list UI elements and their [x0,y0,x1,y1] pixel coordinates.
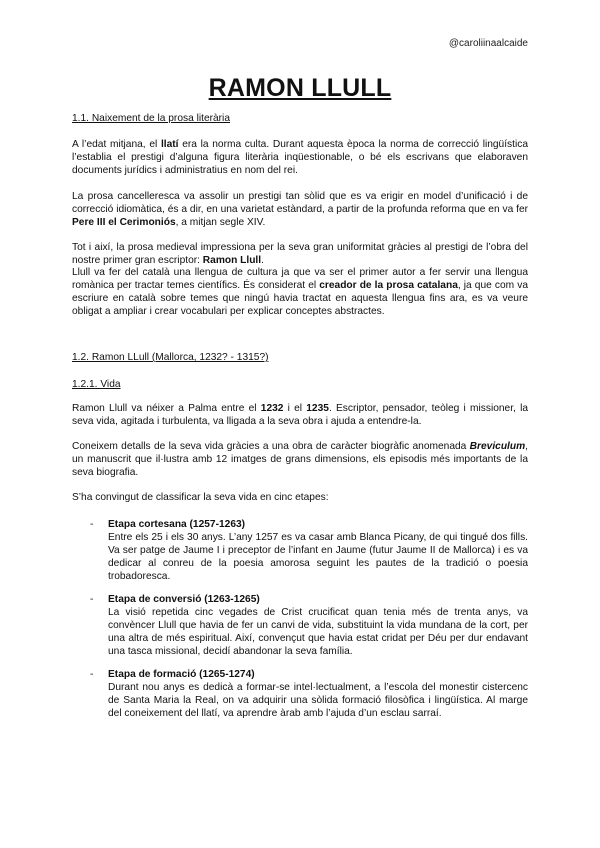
paragraph: Ramon Llull va néixer a Palma entre el 1232 i el 1235. Escriptor, pensador, teòleg i missioner, la seva vida, agitada i turbulenta, va lligada a la seva obra i ajuda a entendre-la. [72,403,528,427]
stage-text: Durant nou anys es dedicà a formar-se intel·lectualment, a l’escola del monestir cistercenc de Santa Maria la Real, on va adquirir una sòlida formació filosòfica i lingüística. Al marge del coneixement del llatí, va aprendre àrab amb l’ajuda d’un esclau sarraí. [108,682,528,719]
list-item [72,593,528,658]
stage-title: Etapa cortesana (1257-1263) [108,519,246,530]
page-title: RAMON LLULL [208,74,392,102]
list-bullet: - [90,669,94,680]
stage-title: Etapa de conversió (1263-1265) [108,594,260,605]
list-bullet: - [90,594,94,605]
stage-text: Entre els 25 i els 30 anys. L’any 1257 es va casar amb Blanca Picany, de qui tingué dos fills. Va ser patge de Jaume I i preceptor de l’infant en Jaume (futur Jaume II de Mallorca) i es va dedicar al conreu de la poesia amorosa seguint les pautes de la tradició o poesia trobadoresca. [108,532,528,582]
paragraph: Coneixem detalls de la seva vida gràcies a una obra de caràcter biogràfic anomenada Breviculum, un manuscrit que il·lustra amb 12 imatges de grans dimensions, els episodis més importants de la seva biografia. [72,441,528,478]
list-item [72,518,528,583]
author-handle: @caroliinaalcaide [448,38,528,49]
paragraph: Tot i així, la prosa medieval impressiona per la seva gran uniformitat gràcies al prestigi de l’obra del nostre primer gran escriptor: Ramon Llull. [72,242,528,266]
stage-title: Etapa de formació (1265-1274) [108,669,255,680]
paragraph: A l’edat mitjana, el llatí era la norma culta. Durant aquesta època la norma de correcció lingüística l’establia el prestigi d’alguna figura literària inqüestionable, o bé els escrivans que elaboraven documents jurídics i administratius en nom del rei. [72,139,529,176]
list-item [72,668,528,720]
list-bullet: - [90,519,94,530]
paragraph: Llull va fer del català una llengua de cultura ja que va ser el primer autor a fer servir una llengua romànica per tractar temes científics. És considerat el creador de la prosa catalana, ja que com va escriure en català sobre temes que ningú havia tractat en aquesta llengua fins ara, es va veure obligat a ampliar i crear vocabulari per explicar conceptes abstractes. [72,267,528,317]
stage-text: La visió repetida cinc vegades de Crist crucificat quan tenia més de trenta anys, va convèncer Llull que havia de fer un canvi de vida, substituint la vida mundana de la cort, per una altra de més espiritual. Així, convençut que havia estat cridat per Déu per dur endavant una tasca missional, decidí abandonar la seva família. [108,607,528,657]
subsection-heading: 1.2.1. Vida [72,379,121,390]
section-heading: 1.1. Naixement de la prosa literària [72,113,230,124]
paragraph: La prosa cancelleresca va assolir un prestigi tan sòlid que es va erigir en model d’unificació i de correcció idiomàtica, és a dir, en una varietat estàndard, a partir de la profunda reforma que en va fer Pere III el Cerimoniós, a mitjan segle XIV. [72,191,528,228]
section-heading: 1.2. Ramon LLull (Mallorca, 1232? - 1315?) [72,352,269,363]
paragraph: S’ha convingut de classificar la seva vida en cinc etapes: [72,492,329,503]
